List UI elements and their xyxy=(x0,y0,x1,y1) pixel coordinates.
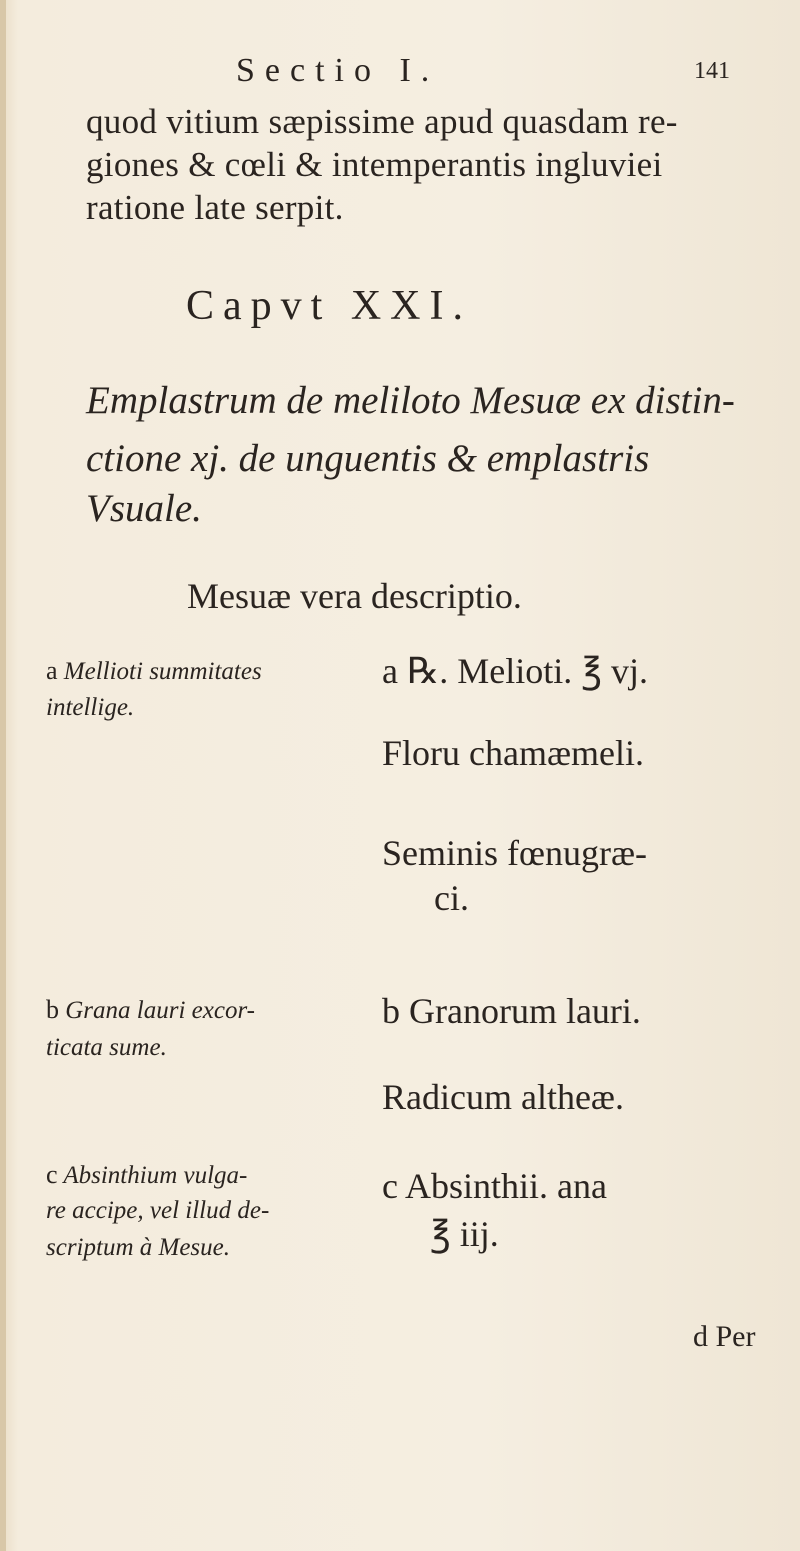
chapter-title-line-3: Vsuale. xyxy=(86,487,202,530)
chapter-heading: Capvt XXI. xyxy=(186,283,472,329)
chapter-title-line-2: ctione xj. de unguentis & emplastris xyxy=(86,437,650,480)
marginal-letter-b: b xyxy=(46,995,59,1024)
marginal-note-c-line-1: Absinthium vulga- xyxy=(63,1162,248,1189)
chapter-subtitle: Mesuæ vera descriptio. xyxy=(187,576,522,616)
page-gutter-shadow xyxy=(0,0,6,1551)
text-line-2: giones & cœli & intemperantis ingluviei xyxy=(86,145,663,184)
marginal-note-a-line-2: intellige. xyxy=(46,694,135,721)
recipe-line-altheae: Radicum altheæ. xyxy=(382,1077,624,1117)
marginal-note-a xyxy=(46,656,262,686)
recipe-line-absinthii: c Absinthii. ana xyxy=(382,1166,607,1206)
recipe-line-foenugraeci-cont: ci. xyxy=(434,878,469,918)
recipe-line-lauri: b Granorum lauri. xyxy=(382,991,641,1031)
marginal-letter-c: c xyxy=(46,1160,58,1189)
recipe-line-foenugraeci: Seminis fœnugræ- xyxy=(382,833,647,873)
marginal-note-b xyxy=(46,995,255,1025)
marginal-note-a-line-1: Mellioti summitates xyxy=(63,658,262,685)
page-number: 141 xyxy=(694,58,730,84)
recipe-line-dose: ℥ iij. xyxy=(430,1214,499,1254)
text-line-3: ratione late serpit. xyxy=(86,188,344,227)
marginal-note-b-line-1: Grana lauri excor- xyxy=(65,997,255,1024)
catchword: d Per xyxy=(693,1320,756,1353)
text-line-1: quod vitium sæpissime apud quasdam re- xyxy=(86,102,678,141)
marginal-note-c xyxy=(46,1160,247,1190)
running-title: Sectio I. xyxy=(236,52,440,89)
chapter-title-line-1: Emplastrum de meliloto Mesuæ ex distin- xyxy=(86,379,735,422)
marginal-note-c-line-3: scriptum à Mesue. xyxy=(46,1234,230,1261)
marginal-letter-a: a xyxy=(46,656,58,685)
recipe-line-melioti: a ℞. Melioti. ℥ vj. xyxy=(382,651,649,691)
marginal-note-c-line-2: re accipe, vel illud de- xyxy=(46,1197,270,1224)
recipe-line-chamaemeli: Floru chamæmeli. xyxy=(382,733,644,773)
marginal-note-b-line-2: ticata sume. xyxy=(46,1034,167,1061)
